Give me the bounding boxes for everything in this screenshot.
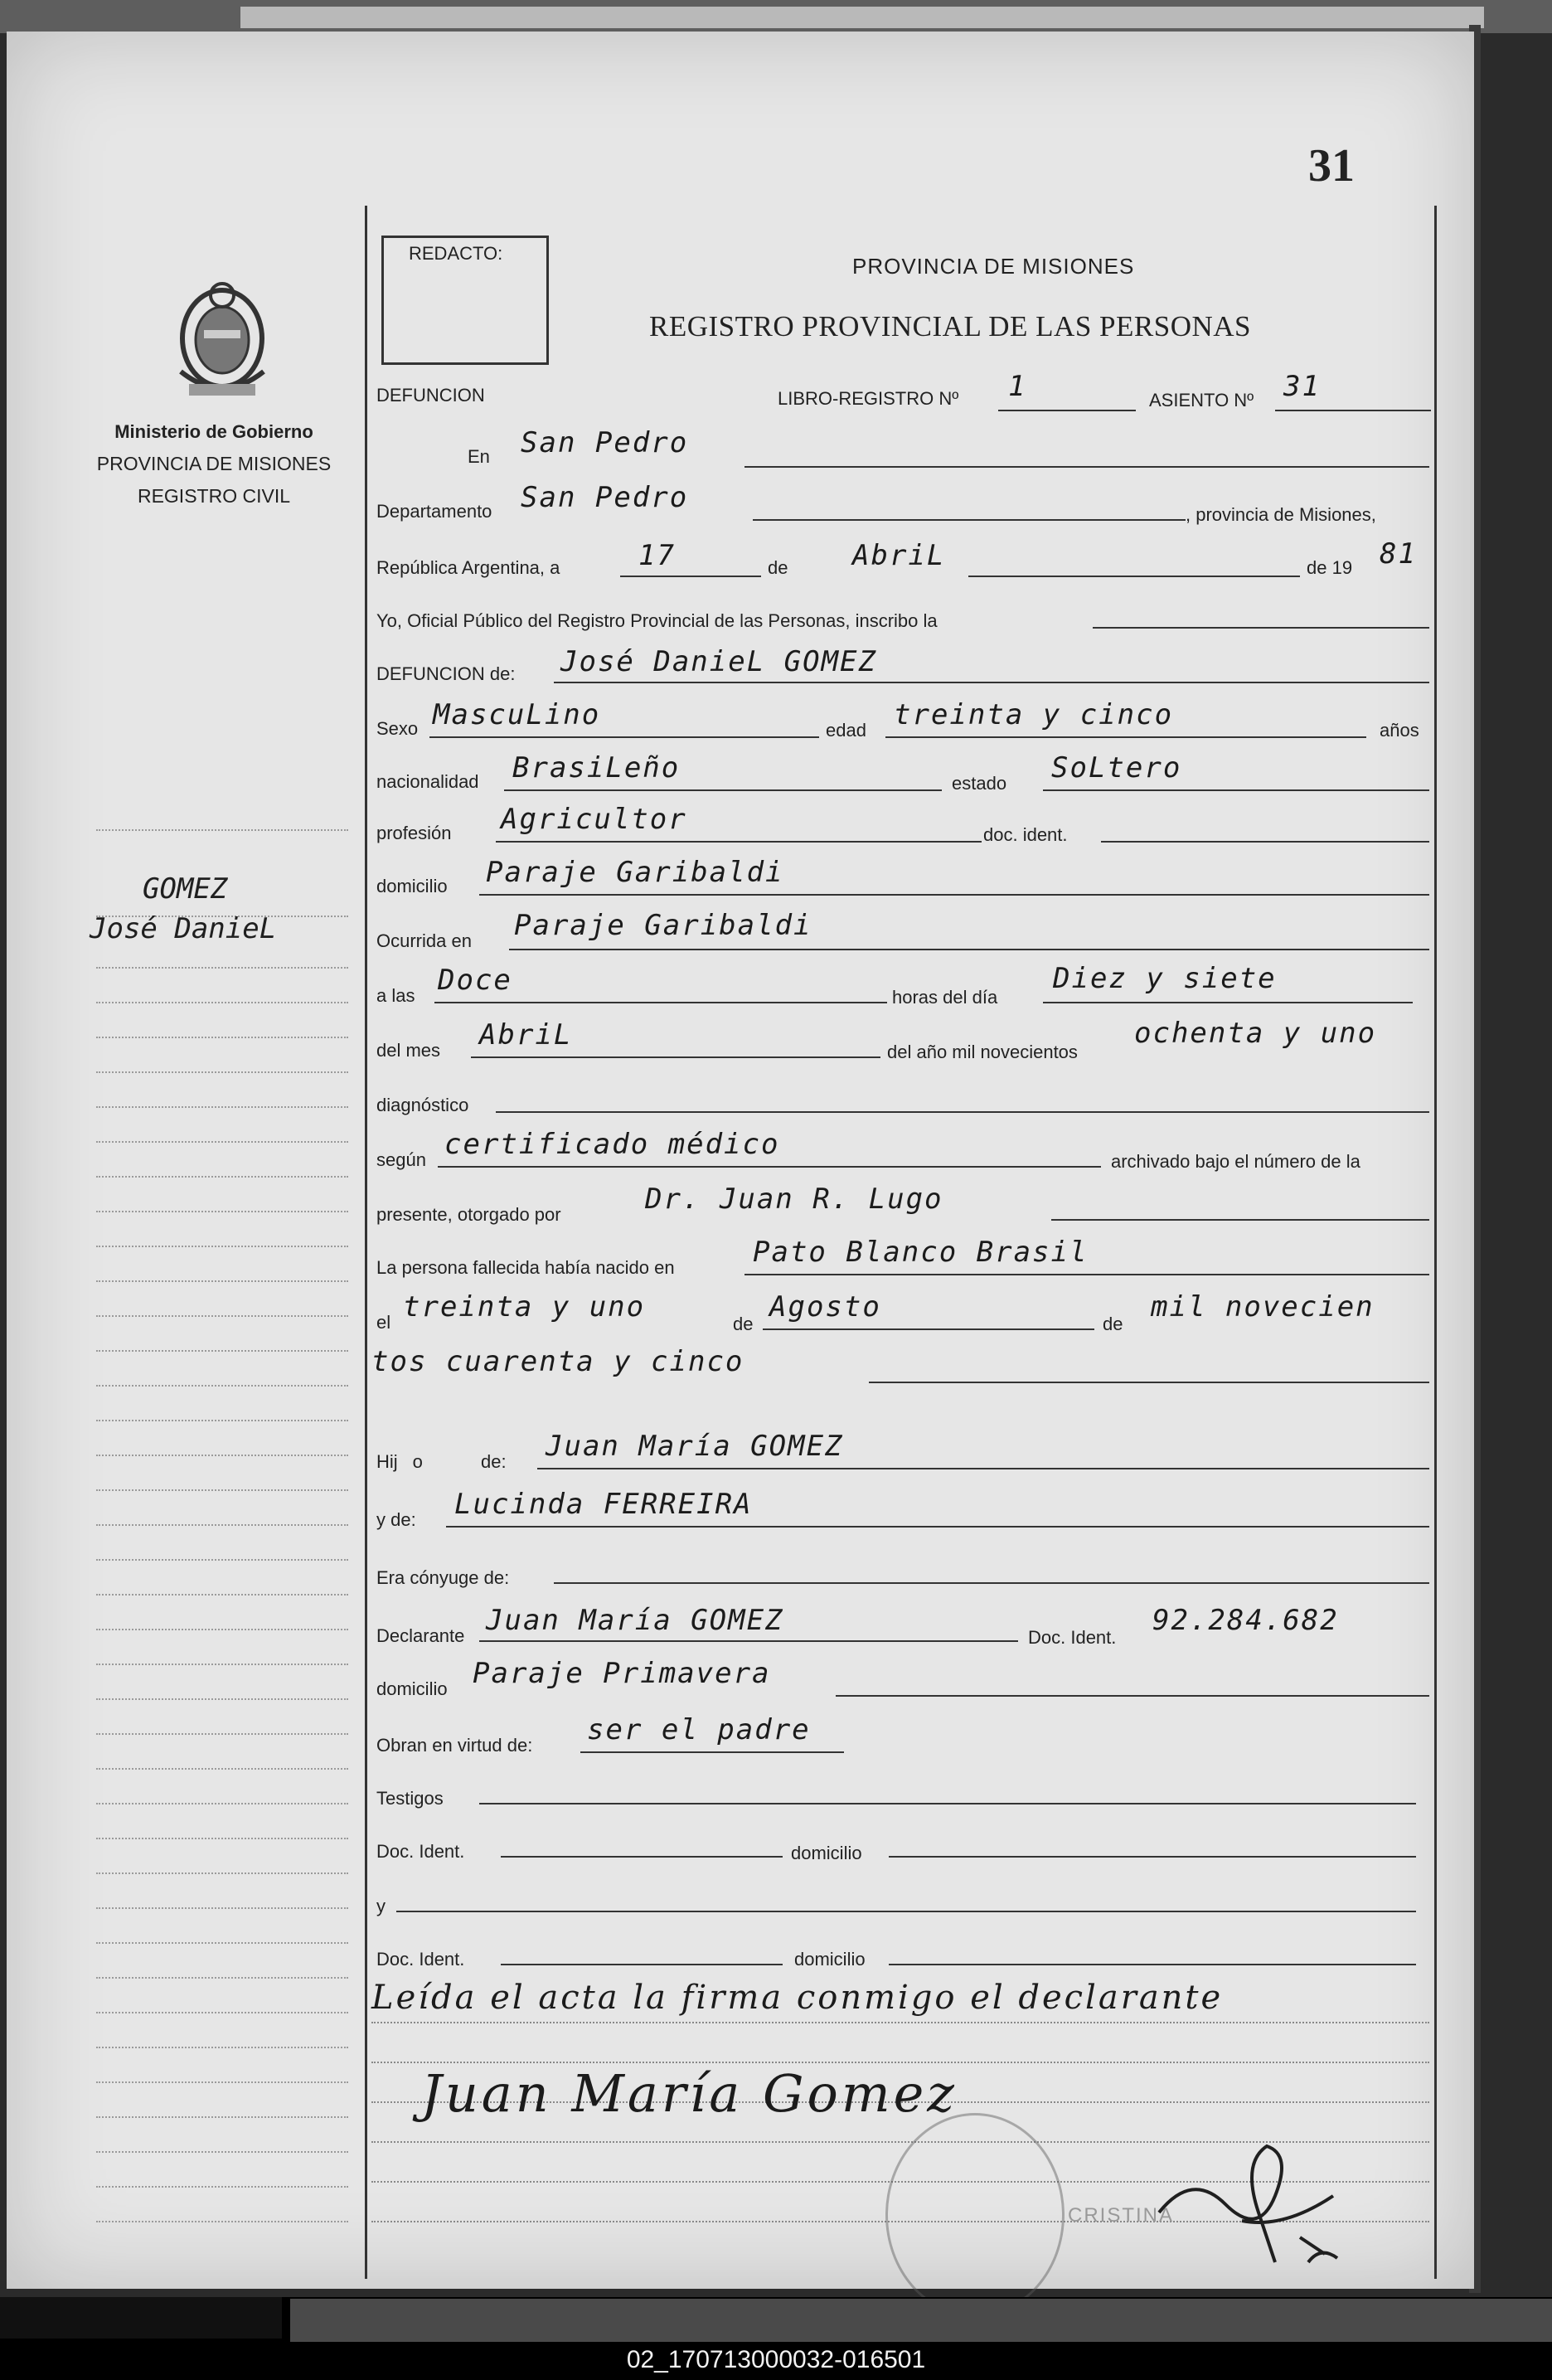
entry-line <box>1275 410 1431 411</box>
dom-line <box>479 894 1429 896</box>
margin-line <box>96 1002 348 1003</box>
closing-line <box>371 2022 1429 2023</box>
spouse-label: Era cónyuge de: <box>376 1567 510 1588</box>
father-line <box>537 1468 1429 1469</box>
margin-line <box>96 2012 348 2013</box>
occ-line <box>509 949 1429 950</box>
born-day: treinta y uno <box>403 1290 646 1324</box>
margin-line <box>96 1803 348 1804</box>
decl-dom-value: Paraje Primavera <box>473 1657 771 1690</box>
nat-value: BrasiLeño <box>512 751 681 784</box>
entry-value: 31 <box>1283 370 1321 403</box>
margin-line <box>96 1629 348 1630</box>
declarant-line <box>479 1640 1018 1642</box>
status-line <box>1043 789 1429 791</box>
year-text: ochenta y uno <box>1134 1017 1377 1050</box>
en-line <box>744 466 1429 468</box>
margin-line <box>96 1071 348 1073</box>
month-value: AbriL <box>852 539 946 572</box>
sex-value: MascuLino <box>433 698 601 731</box>
archived-label: archivado bajo el número de la <box>1111 1151 1360 1172</box>
born-year-line <box>869 1382 1429 1383</box>
ministry-name: Ministerio de Gobierno <box>114 421 313 442</box>
dom-label: domicilio <box>376 876 448 896</box>
y-line <box>396 1911 1416 1912</box>
margin-line <box>96 1037 348 1038</box>
decl-dom-label: domicilio <box>376 1678 448 1699</box>
redacto-label: REDACTO: <box>409 243 503 264</box>
obran-value: ser el padre <box>587 1713 811 1746</box>
born-month: Agosto <box>769 1290 881 1324</box>
margin-line <box>96 1246 348 1247</box>
margin-line <box>96 829 348 831</box>
province-suffix: , provincia de Misiones, <box>1186 504 1376 525</box>
status-label: estado <box>952 773 1007 794</box>
presente-value: Dr. Juan R. Lugo <box>645 1183 943 1216</box>
de3-label: de <box>1103 1314 1123 1334</box>
statement-text: Yo, Oficial Público del Registro Provincial de las Personas, inscribo la <box>376 610 938 631</box>
margin-line <box>96 1280 348 1282</box>
years-label: años <box>1380 720 1419 741</box>
margin-line <box>96 1977 348 1979</box>
margin-line <box>96 1420 348 1421</box>
margin-line <box>96 1211 348 1212</box>
born-value: Pato Blanco Brasil <box>753 1236 1089 1269</box>
son-label <box>376 1451 423 1473</box>
obran-label: Obran en virtud de: <box>376 1735 533 1756</box>
de-label: de <box>768 557 788 578</box>
mother-name: Lucinda FERREIRA <box>454 1488 753 1521</box>
margin-line <box>96 2221 348 2222</box>
t2-dom-line <box>889 1964 1416 1965</box>
docid-label: doc. ident. <box>983 824 1068 845</box>
margin-given-name: José DanieL <box>90 912 277 945</box>
t2-doc-line <box>501 1964 783 1965</box>
year-value: 81 <box>1380 537 1417 571</box>
margin-line <box>96 2081 348 2083</box>
day-value: 17 <box>638 539 676 572</box>
day-text-line <box>1043 1002 1413 1003</box>
born-month-line <box>763 1328 1094 1330</box>
nat-line <box>504 789 942 791</box>
prof-label: profesión <box>376 823 452 843</box>
hour-value: Doce <box>438 964 512 997</box>
status-value: SoLtero <box>1051 751 1182 784</box>
born-line <box>744 1274 1429 1275</box>
ministry-province: PROVINCIA DE MISIONES <box>96 453 332 474</box>
header-registry: REGISTRO PROVINCIAL DE LAS PERSONAS <box>649 310 1251 342</box>
margin-line <box>96 1106 348 1108</box>
sex-line <box>429 736 819 738</box>
image-caption: 02_170713000032-016501 <box>626 2346 926 2373</box>
margin-line <box>96 1524 348 1526</box>
dom-value: Paraje Garibaldi <box>486 856 784 889</box>
testigos-label: Testigos <box>376 1788 444 1809</box>
dept-label: Departamento <box>376 501 492 522</box>
scan-bottom-dark <box>0 2297 282 2339</box>
year-text-label: del año mil novecientos <box>887 1042 1078 1062</box>
entry-label: ASIENTO Nº <box>1149 390 1254 410</box>
t1-doc-line <box>501 1856 783 1858</box>
son-suffix: o <box>412 1451 423 1472</box>
month-text: AbriL <box>479 1018 573 1052</box>
margin-line <box>96 1768 348 1770</box>
presente-label: presente, otorgado por <box>376 1204 561 1225</box>
def-label: DEFUNCION de: <box>376 663 516 684</box>
certificate-page <box>7 32 1474 2289</box>
margin-line <box>96 2116 348 2118</box>
docid-line <box>1101 841 1429 843</box>
coat-of-arms-icon <box>164 280 280 405</box>
margin-divider <box>365 206 367 2279</box>
age-value: treinta y cinco <box>894 698 1174 731</box>
segun-line <box>438 1166 1101 1168</box>
redacto-box <box>381 236 549 365</box>
t1-doc-label: Doc. Ident. <box>376 1841 465 1862</box>
margin-line <box>96 1350 348 1352</box>
scan-bottom-gray <box>290 2299 1552 2342</box>
son-de-label: de: <box>481 1451 507 1472</box>
year-prefix: de 19 <box>1307 557 1353 578</box>
occ-label: Ocurrida en <box>376 930 472 951</box>
dept-line <box>753 519 1186 521</box>
statement-line <box>1093 627 1429 629</box>
margin-line <box>96 1733 348 1735</box>
margin-line <box>96 1594 348 1596</box>
margin-line <box>96 1698 348 1700</box>
declarant-label: Declarante <box>376 1625 465 1646</box>
margin-line <box>96 1942 348 1944</box>
decl-doc-value: 92.284.682 <box>1152 1604 1339 1637</box>
right-border-line <box>1434 206 1437 2279</box>
official-signature-icon <box>1142 2121 1350 2271</box>
t1-dom-label: domicilio <box>791 1843 862 1863</box>
decl-doc-label: Doc. Ident. <box>1028 1627 1117 1648</box>
age-line <box>885 736 1366 738</box>
nat-label: nacionalidad <box>376 771 479 792</box>
margin-line <box>96 1664 348 1665</box>
prof-line <box>496 841 982 843</box>
segun-label: según <box>376 1149 426 1170</box>
declarant-value: Juan María GOMEZ <box>486 1604 784 1637</box>
ministry-block <box>73 421 355 508</box>
stamp-text: CRISTINA <box>1068 2204 1175 2227</box>
margin-line <box>96 2047 348 2048</box>
t2-dom-label: domicilio <box>794 1949 866 1970</box>
def-line <box>554 682 1429 683</box>
y-label: y <box>376 1896 386 1916</box>
presente-line <box>1051 1219 1429 1221</box>
day-line <box>620 576 761 577</box>
ministry-registry: REGISTRO CIVIL <box>137 485 291 507</box>
type-label: DEFUNCION <box>376 385 485 406</box>
born-year-2: tos cuarenta y cinco <box>371 1345 744 1378</box>
en-value: San Pedro <box>521 426 689 459</box>
t2-doc-label: Doc. Ident. <box>376 1949 465 1970</box>
margin-line <box>96 1141 348 1143</box>
born-year-1: mil novecien <box>1151 1290 1375 1324</box>
book-line <box>998 410 1136 411</box>
t1-dom-line <box>889 1856 1416 1858</box>
margin-line <box>96 1385 348 1387</box>
occ-value: Paraje Garibaldi <box>514 909 812 942</box>
margin-line <box>96 1455 348 1456</box>
sex-label: Sexo <box>376 718 419 739</box>
page-number: 31 <box>1308 140 1355 192</box>
son-label-text: Hij <box>376 1451 398 1472</box>
margin-line <box>96 1559 348 1561</box>
father-name: Juan María GOMEZ <box>546 1430 844 1463</box>
dept-value: San Pedro <box>521 481 689 514</box>
en-label: En <box>468 446 490 467</box>
diag-label: diagnóstico <box>376 1095 469 1115</box>
spouse-line <box>554 1582 1429 1584</box>
month-text-label: del mes <box>376 1040 441 1061</box>
hour-label: a las <box>376 985 415 1006</box>
margin-surname: GOMEZ <box>143 872 228 906</box>
decl-dom-line <box>836 1695 1429 1697</box>
day-text: Diez y siete <box>1053 962 1277 995</box>
def-value: José DanieL GOMEZ <box>560 645 877 678</box>
margin-line <box>96 1489 348 1491</box>
de2-label: de <box>733 1314 754 1334</box>
closing-text: Leída el acta la firma conmigo el declarante <box>371 1979 1224 2017</box>
margin-line <box>96 2186 348 2188</box>
el-label: el <box>376 1312 391 1333</box>
margin-line <box>96 1872 348 1874</box>
segun-value: certificado médico <box>444 1128 780 1161</box>
obran-line <box>580 1751 844 1753</box>
age-label: edad <box>826 720 866 741</box>
margin-name <box>90 869 371 949</box>
month-line <box>968 576 1300 577</box>
margin-line <box>96 1176 348 1178</box>
official-stamp <box>885 2113 1065 2317</box>
margin-line <box>96 2151 348 2153</box>
prof-value: Agricultor <box>501 803 687 836</box>
diag-line <box>496 1111 1429 1113</box>
margin-line <box>96 1907 348 1909</box>
yde-label: y de: <box>376 1509 416 1530</box>
hour-line <box>434 1002 887 1003</box>
republic-label: República Argentina, a <box>376 557 560 578</box>
testigos-line <box>479 1803 1416 1804</box>
book-label: LIBRO-REGISTRO Nº <box>778 388 959 409</box>
book-value: 1 <box>1008 370 1027 403</box>
declarant-signature: Juan María Gomez <box>421 2063 958 2124</box>
scan-top-strip <box>0 0 1552 33</box>
margin-line <box>96 967 348 969</box>
born-label: La persona fallecida había nacido en <box>376 1257 675 1278</box>
book-edge <box>240 7 1484 28</box>
month-text-line <box>471 1056 880 1058</box>
header-province: PROVINCIA DE MISIONES <box>852 254 1135 279</box>
margin-line <box>96 1838 348 1839</box>
margin-line <box>96 1315 348 1317</box>
hours-day-label: horas del día <box>892 987 998 1008</box>
mother-line <box>446 1526 1429 1528</box>
